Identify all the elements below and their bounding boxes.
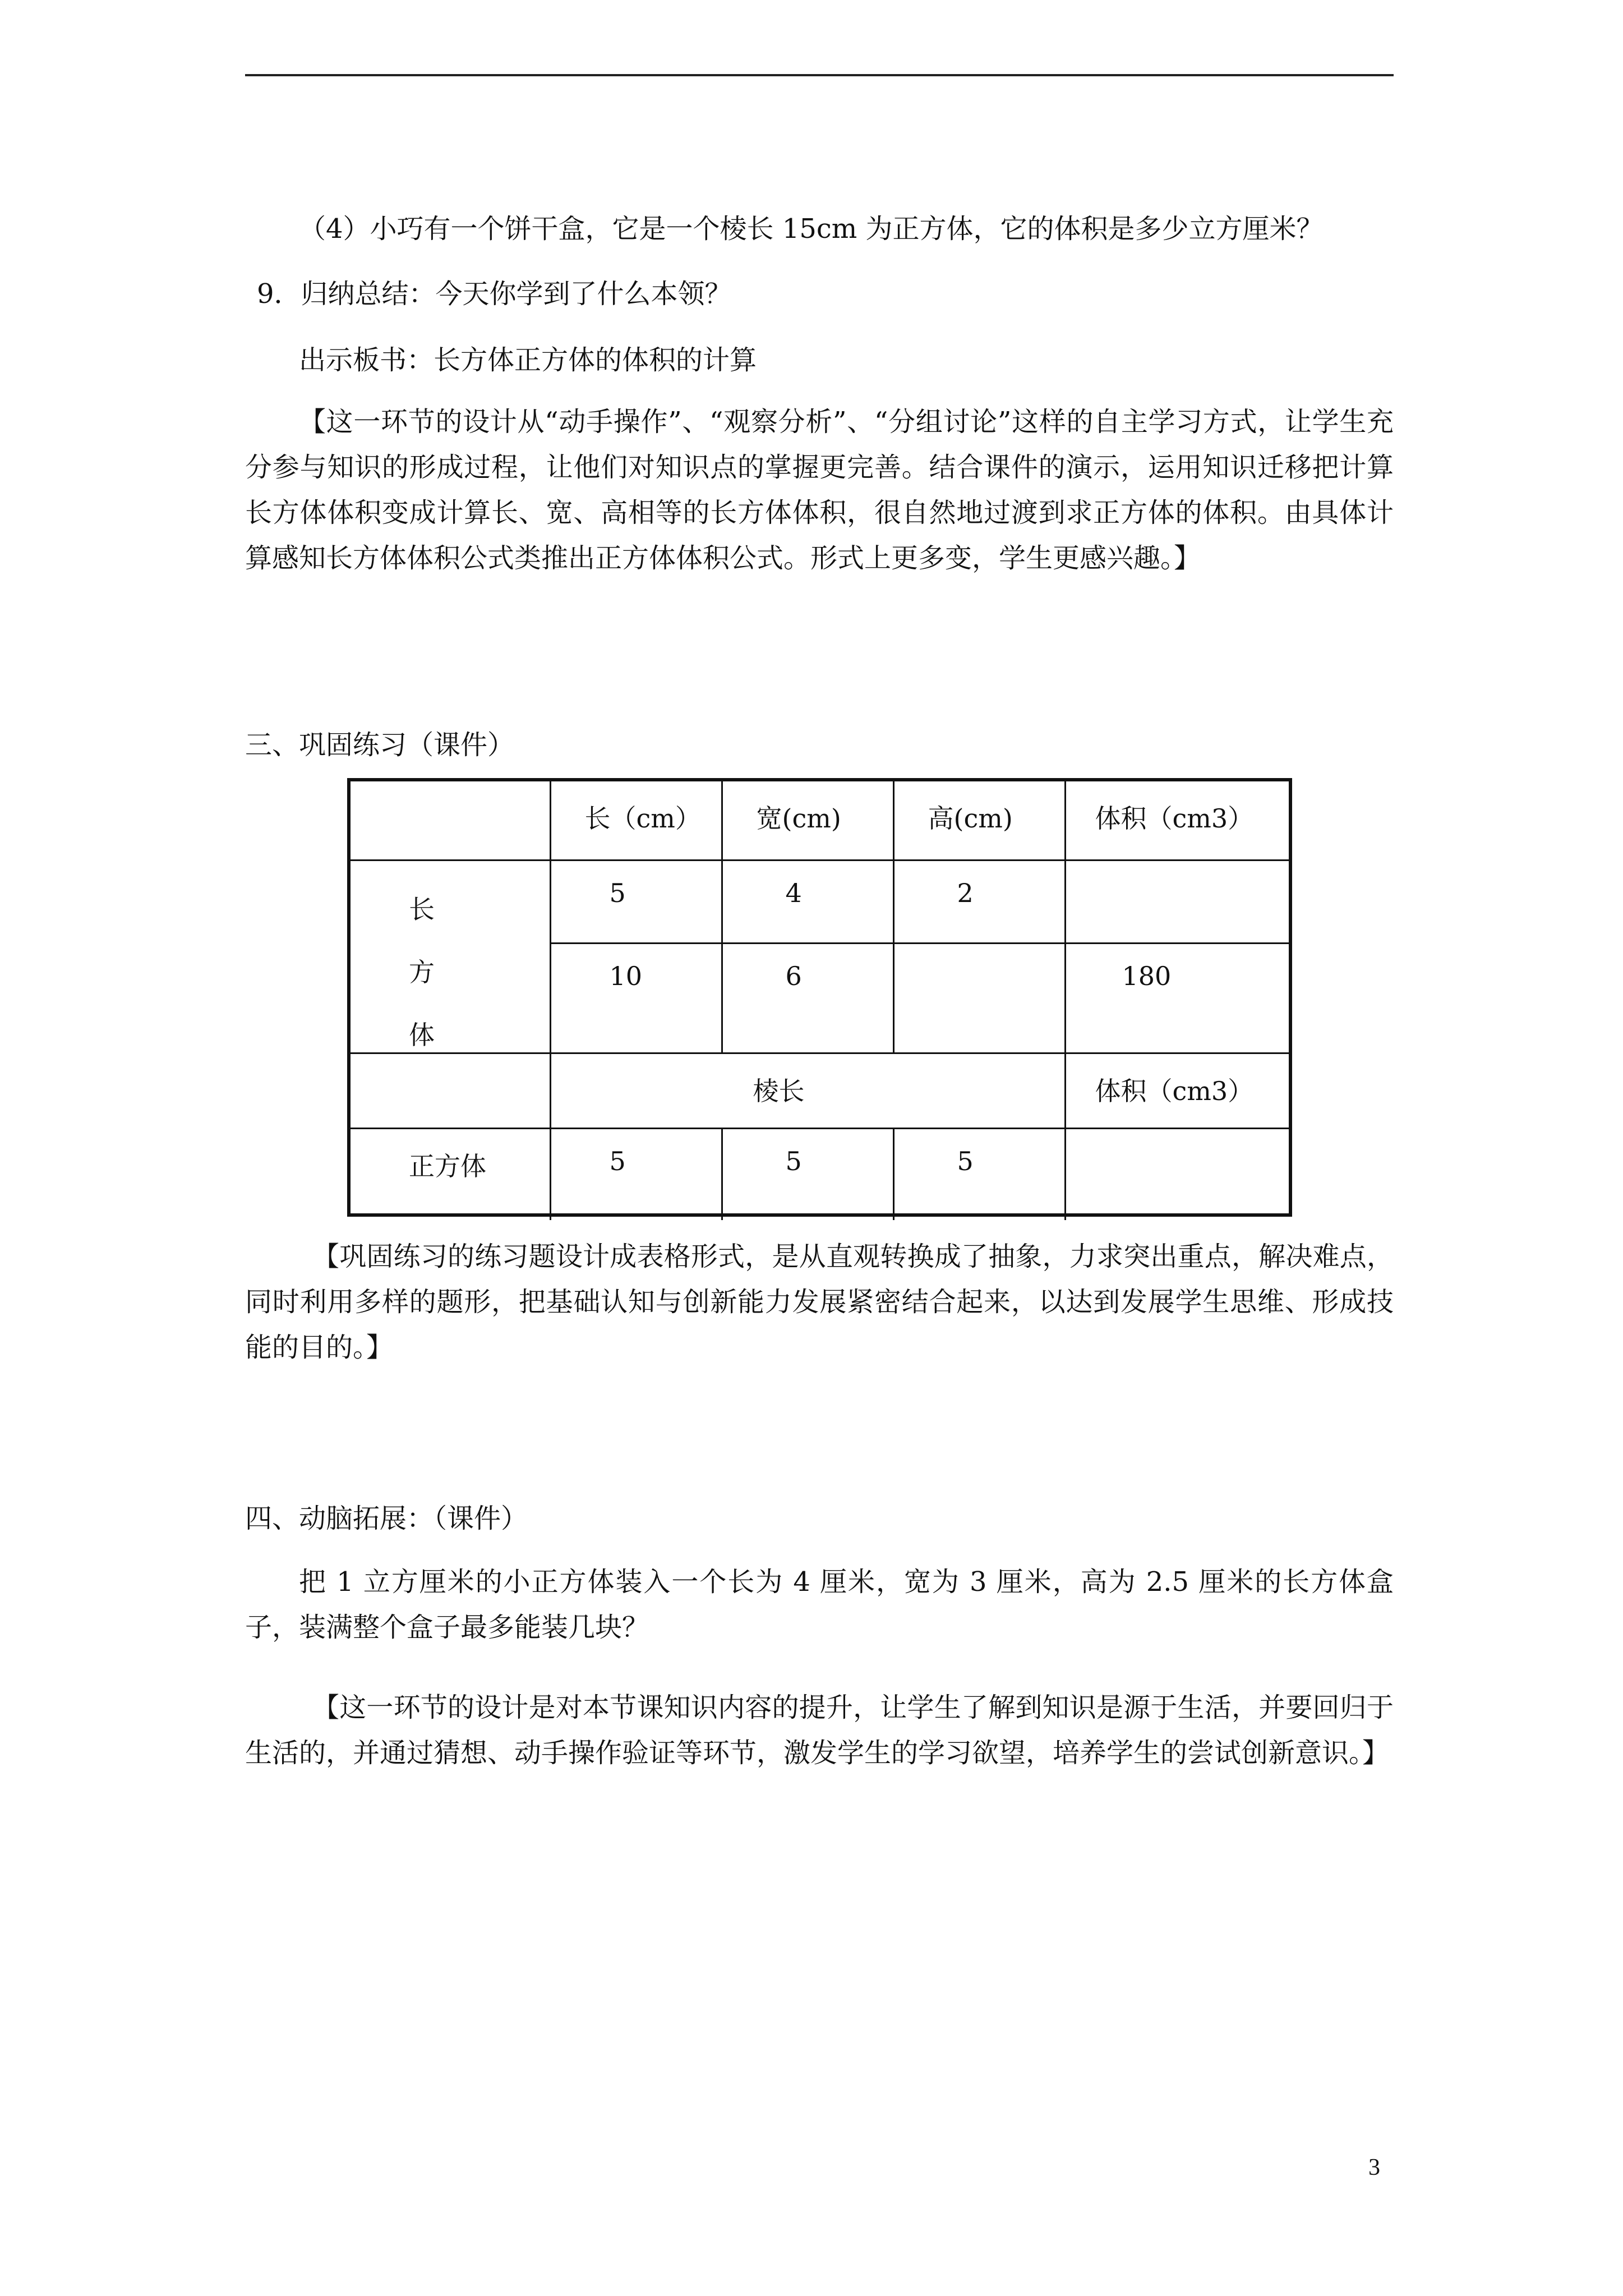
page-number: 3: [1368, 2155, 1380, 2180]
table-cell: 5: [550, 1128, 722, 1220]
summary-line: 9．归纳总结：今天你学到了什么本领？: [257, 278, 732, 310]
table-header-height: 高(cm): [893, 781, 1065, 860]
table-cell-empty: [351, 1053, 550, 1128]
table-header-row: [351, 781, 1289, 860]
table-cell: 5: [722, 1128, 893, 1220]
table-header-width: 宽(cm): [722, 781, 893, 860]
table-header-empty: [351, 781, 550, 860]
table-cell: 5: [893, 1128, 1065, 1220]
question-4: （4）小巧有一个饼干盒，它是一个棱长 15cm 为正方体，它的体积是多少立方厘米？: [299, 213, 1324, 245]
cube-volume-header: 体积（cm3）: [1065, 1053, 1289, 1128]
problem-text: 把 1 立方厘米的小正方体装入一个长为 4 厘米，宽为 3 厘米，高为 2.5 厘米的长方体盒子，装满整个盒子最多能装几块？: [245, 1566, 1394, 1643]
table-row: [351, 1128, 1289, 1220]
design-note-1: 【这一环节的设计从“动手操作”、“观察分析”、“分组讨论”这样的自主学习方式，让学生充分参与知识的形成过程，让他们对知识点的掌握更完善。结合课件的演示，运用知识迁移把计算长方体体积变成计算长、宽、高相等的长方体体积，很自然地过渡到求正方体的体积。由具体计算感知长方体体积公式类推出正方体体积公式。形式上更多变，学生更感兴趣。】: [245, 406, 1394, 574]
cuboid-label-cell: [351, 860, 550, 1053]
section-4-heading: 四、动脑拓展：（课件）: [245, 1503, 528, 1534]
design-note-3: 【这一环节的设计是对本节课知识内容的提升，让学生了解到知识是源于生活，并要回归于生活的，并通过猜想、动手操作验证等环节，激发学生的学习欲望，培养学生的尝试创新意识。】: [245, 1692, 1394, 1769]
section-3-heading: 三、巩固练习（课件）: [245, 729, 515, 761]
practice-table: [347, 778, 1292, 1217]
table-cell: [893, 943, 1065, 1053]
table-cell: 6: [722, 943, 893, 1053]
table-cell: 180: [1065, 943, 1289, 1053]
table-header-volume: 体积（cm3）: [1065, 781, 1289, 860]
cuboid-label: 长 方 体: [409, 894, 435, 1050]
table-cell: 4: [722, 860, 893, 943]
edge-length-header: 棱长: [550, 1053, 1065, 1128]
table-row: [351, 1053, 1289, 1128]
table-cell: 2: [893, 860, 1065, 943]
table-cell: 10: [550, 943, 722, 1053]
table-row: [351, 860, 1289, 943]
table-cell: [1065, 860, 1289, 943]
table-cell: [1065, 1128, 1289, 1220]
header-rule: [245, 74, 1394, 76]
cube-label-cell: 正方体: [351, 1128, 550, 1220]
table-cell: 5: [550, 860, 722, 943]
table-header-length: 长（cm）: [550, 781, 722, 860]
board-line: 出示板书：长方体正方体的体积的计算: [299, 344, 757, 376]
design-note-2: 【巩固练习的练习题设计成表格形式，是从直观转换成了抽象，力求突出重点，解决难点，同时利用多样的题形，把基础认知与创新能力发展紧密结合起来，以达到发展学生思维、形成技能的目的。】: [245, 1241, 1394, 1363]
